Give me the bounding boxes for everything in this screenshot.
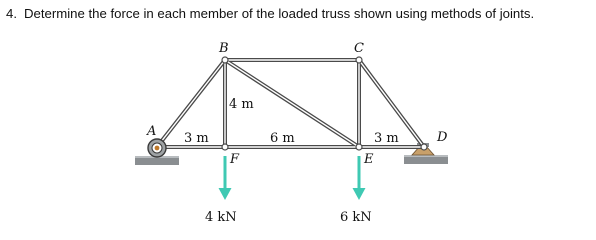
joint-label-e-box (363, 151, 375, 167)
joint-label-a: A (147, 124, 157, 139)
pin-e (356, 144, 362, 150)
question-number: 4. (6, 6, 17, 21)
pin-d (421, 144, 427, 150)
joint-label-f: F (230, 152, 240, 167)
pin-f (222, 144, 228, 150)
pin-c (356, 57, 362, 63)
joint-label-b: B (219, 41, 229, 56)
joint-label-c: C (354, 41, 364, 56)
load-label-e: 6 kN (340, 210, 372, 225)
pin-b (222, 57, 228, 63)
ground-right (404, 155, 448, 164)
dimension-left-span: 3 m (184, 131, 209, 146)
joint-label-e: E (364, 152, 374, 167)
question-text: Determine the force in each member of the loaded truss shown using methods of joints. (24, 6, 535, 21)
joint-label-d: D (437, 130, 448, 145)
dimension-right-span: 3 m (374, 131, 399, 146)
dimension-vertical: 4 m (229, 97, 254, 112)
joint-label-f-box (229, 151, 241, 167)
load-label-f: 4 kN (205, 210, 237, 225)
pin-support-a (148, 139, 166, 157)
dimension-middle-span: 6 m (270, 131, 295, 146)
